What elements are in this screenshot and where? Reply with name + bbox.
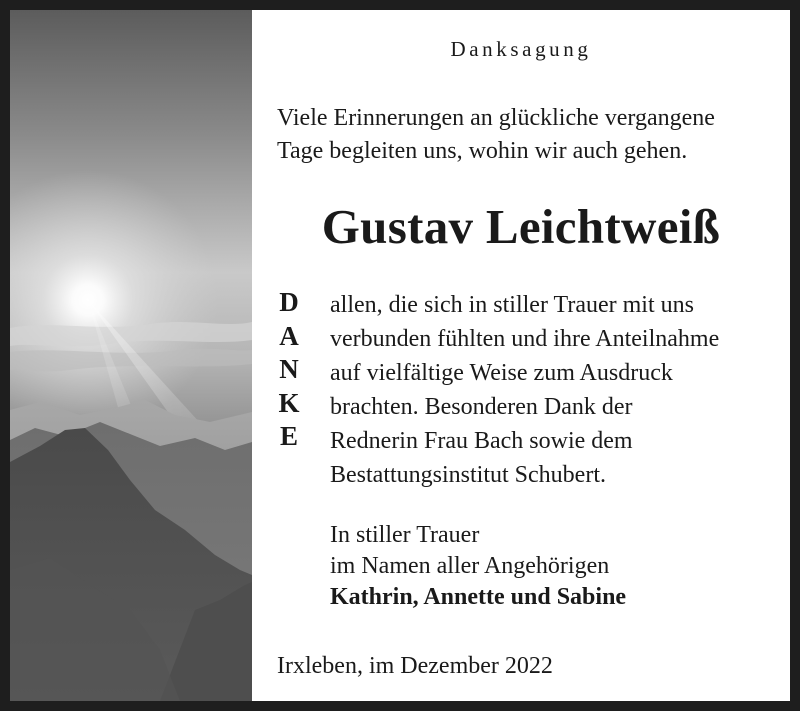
intro-line: Tage begleiten uns, wohin wir auch gehen. bbox=[277, 138, 688, 164]
notice-text bbox=[252, 10, 790, 701]
family-names: Kathrin, Annette und Sabine bbox=[330, 584, 627, 610]
thanks-line: verbunden fühlten und ihre Anteilnahme bbox=[330, 326, 720, 352]
danke-letter: K bbox=[278, 387, 300, 418]
thanks-line: brachten. Besonderen Dank der bbox=[330, 394, 633, 420]
intro-quote bbox=[277, 102, 777, 168]
thanks-line: auf vielfältige Weise zum Ausdruck bbox=[330, 360, 673, 386]
danke-letter: D bbox=[279, 287, 299, 317]
signature-line: im Namen aller Angehörigen bbox=[330, 553, 610, 579]
signature-line: In stiller Trauer bbox=[330, 522, 480, 548]
danke-letter: E bbox=[279, 421, 298, 451]
notice-heading: Danksagung bbox=[450, 37, 592, 61]
danke-letter: A bbox=[279, 320, 299, 351]
intro-line: Viele Erinnerungen an glückliche vergangene bbox=[277, 105, 715, 131]
thanks-line: Bestattungsinstitut Schubert. bbox=[330, 462, 606, 488]
mountain-sunrise-photo bbox=[10, 10, 252, 701]
place-and-date: Irxleben, im Dezember 2022 bbox=[277, 653, 553, 679]
obituary-notice bbox=[10, 10, 790, 701]
deceased-name: Gustav Leichtweiß bbox=[321, 199, 721, 254]
signature-block bbox=[330, 520, 780, 613]
danke-vertical-word bbox=[274, 286, 304, 454]
danke-letter: N bbox=[279, 354, 299, 384]
thanks-line: Rednerin Frau Bach sowie dem bbox=[330, 428, 633, 454]
thanks-paragraph bbox=[330, 288, 780, 492]
thanks-line: allen, die sich in stiller Trauer mit uns bbox=[330, 292, 694, 318]
